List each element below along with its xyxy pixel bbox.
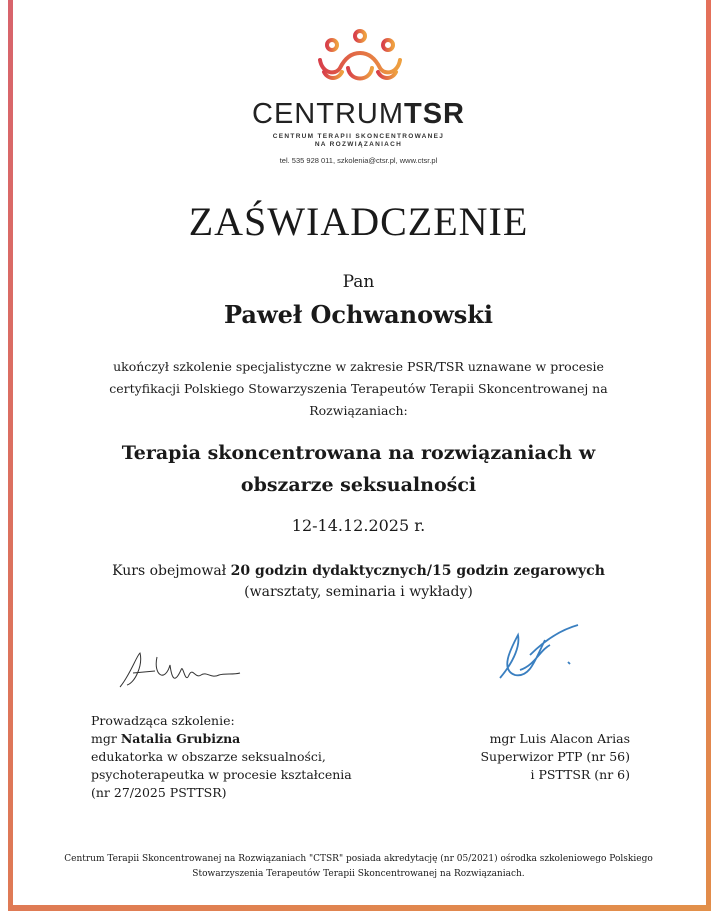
centrum-tsr-logo-icon (310, 28, 410, 88)
certificate-description: ukończył szkolenie specjalistyczne w zakresie PSR/TSR uznawane w procesie certyfikacji Polskiego Stowarzyszenia Terapeutów Terapii Skoncentrowanej na Rozwiązaniach: (109, 359, 608, 418)
brand-name: CENTRUMTSR (252, 98, 465, 130)
signature-left-icon (115, 645, 250, 695)
brand-subtitle: CENTRUM TERAPII SKONCENTROWANEJ NA ROZWIĄZANIACH (272, 133, 445, 148)
accreditation-footer: Centrum Terapii Skoncentrowanej na Rozwiązaniach "CTSR" posiada akredytację (nr 05/2021) ośrodka szkoleniowego Polskiego Stowarzyszenia Terapeutów Terapii Skoncentrowanej na Rozwiązaniach. (64, 854, 653, 879)
course-hours: Kurs obejmował 20 godzin dydaktycznych/15 godzin zegarowych (warsztaty, seminaria i wykłady) (112, 563, 605, 600)
supervisor-block: mgr Luis Alacon Arias Superwizor PTP (nr 56) i PSTTSR (nr 6) (480, 731, 630, 782)
course-title: Terapia skoncentrowana na rozwiązaniach w obszarze seksualności (121, 442, 596, 496)
certificate-title: ZAŚWIADCZENIE (188, 199, 529, 244)
contact-info: tel. 535 928 011, szkolenia@ctsr.pl, www.ctsr.pl (279, 156, 438, 165)
recipient-name: Paweł Ochwanowski (223, 300, 494, 329)
course-date: 12-14.12.2025 r. (291, 516, 426, 535)
salutation: Pan (342, 272, 375, 292)
signature-right-icon (490, 620, 585, 685)
frame-bottom-border (8, 905, 711, 911)
instructor-block: Prowadząca szkolenie: mgr Natalia Grubizna edukatorka w obszarze seksualności, psychoterapeutka w procesie kształcenia (nr 27/2025 PSTTSR) (91, 713, 352, 800)
